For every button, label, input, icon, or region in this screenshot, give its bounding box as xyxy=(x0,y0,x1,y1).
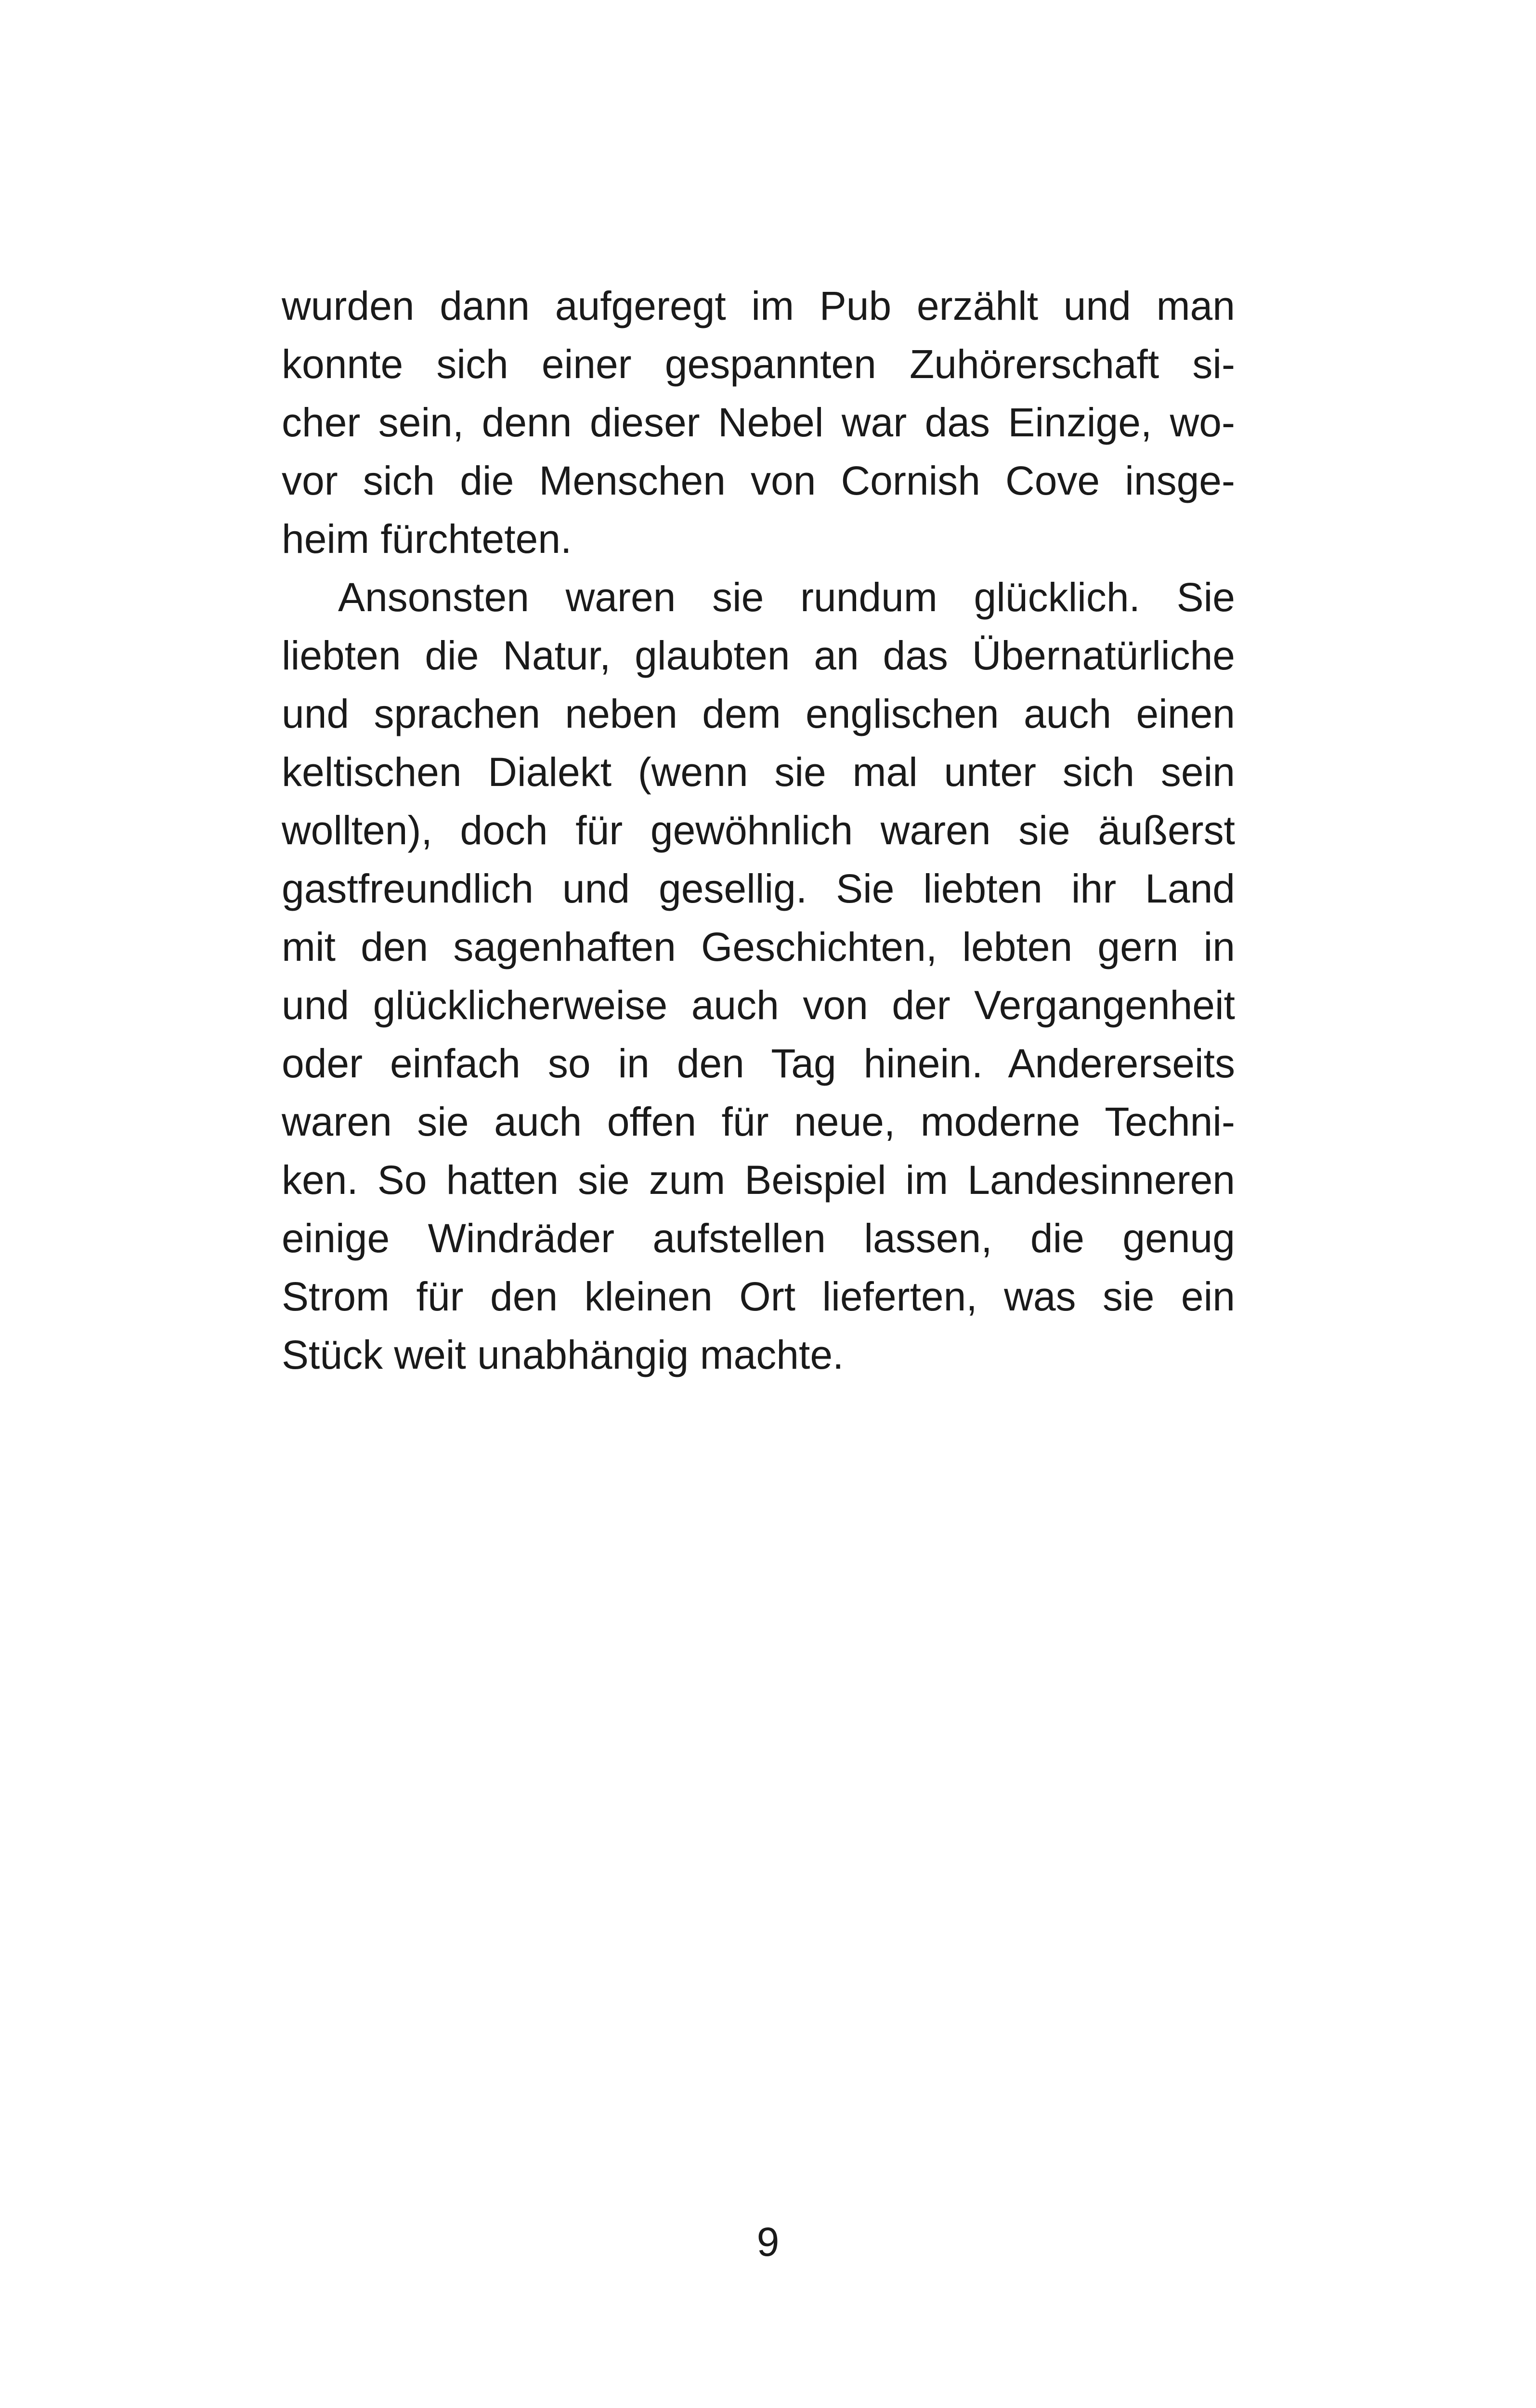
text-line: Strom für den kleinen Ort lieferten, was sie ein xyxy=(282,1274,1235,1319)
text-line: einige Windräder aufstellen lassen, die genug xyxy=(282,1216,1235,1261)
text-line: cher sein, denn dieser Nebel war das Einzige, wo- xyxy=(282,400,1235,445)
paragraph-2 xyxy=(282,568,1235,1384)
text-line: Stück weit unabhängig machte. xyxy=(282,1332,844,1377)
text-line: wollten), doch für gewöhnlich waren sie äußerst xyxy=(282,808,1235,853)
text-line: vor sich die Menschen von Cornish Cove insge- xyxy=(282,458,1235,503)
text-line: Ansonsten waren sie rundum glücklich. Sie xyxy=(338,575,1235,620)
text-line: mit den sagenhaften Geschichten, lebten gern in xyxy=(282,924,1235,969)
text-line: oder einfach so in den Tag hinein. Andererseits xyxy=(282,1041,1235,1086)
text-line: waren sie auch offen für neue, moderne Techni- xyxy=(282,1099,1235,1144)
text-line: wurden dann aufgeregt im Pub erzählt und man xyxy=(282,283,1235,328)
text-line: gastfreundlich und gesellig. Sie liebten ihr Land xyxy=(282,866,1235,911)
page-number: 9 xyxy=(756,2219,780,2264)
text-line: konnte sich einer gespannten Zuhörerschaft si- xyxy=(282,341,1235,387)
text-line: liebten die Natur, glaubten an das Übernatürliche xyxy=(282,633,1235,678)
paragraph-1 xyxy=(282,277,1235,568)
text-line: und sprachen neben dem englischen auch einen xyxy=(282,691,1235,736)
text-line: ken. So hatten sie zum Beispiel im Landesinneren xyxy=(282,1157,1235,1203)
text-line: heim fürchteten. xyxy=(282,516,572,562)
text-line: und glücklicherweise auch von der Vergangenheit xyxy=(282,982,1235,1028)
text-line: keltischen Dialekt (wenn sie mal unter sich sein xyxy=(282,749,1235,795)
page-body xyxy=(282,277,1235,1384)
